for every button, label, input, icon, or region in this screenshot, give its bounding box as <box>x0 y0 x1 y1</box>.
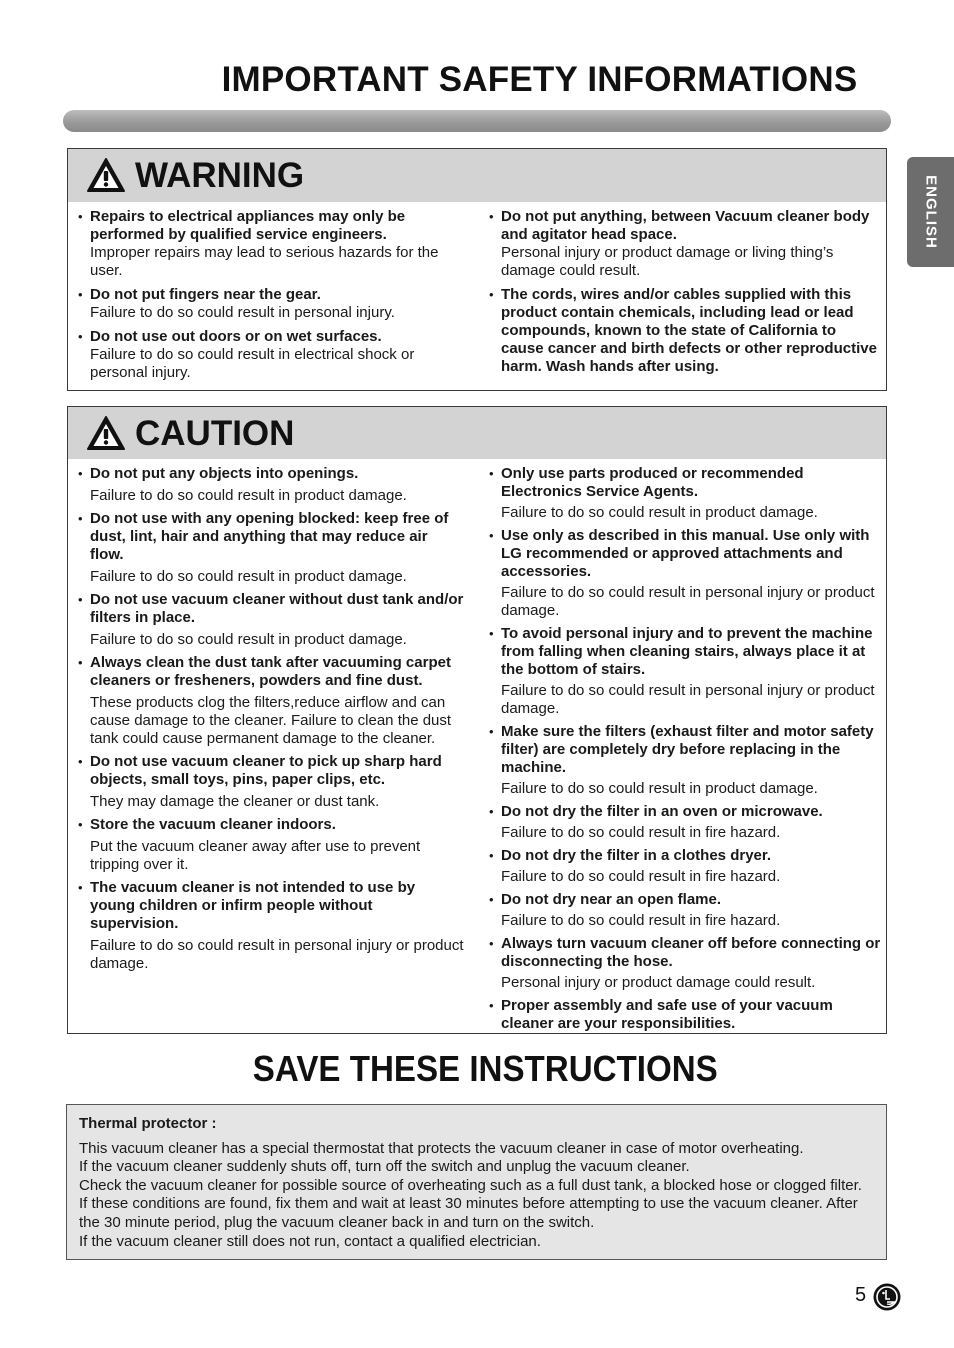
caution-header <box>68 407 886 459</box>
safety-item-title: • Do not use out doors or on wet surfaces. <box>90 328 382 345</box>
safety-item <box>78 328 448 382</box>
safety-item-title: • Always clean the dust tank after vacuuming carpet cleaners or fresheners, powders and fine dust. <box>90 654 451 689</box>
safety-item-description: Failure to do so could result in product damage. <box>90 487 407 504</box>
safety-item-description: Failure to do so could result in personal injury or product damage. <box>501 682 875 717</box>
safety-item-description: Failure to do so could result in fire hazard. <box>501 868 781 885</box>
safety-item-title: • Do not use with any opening blocked: keep free of dust, lint, hair and anything that may reduce air flow. <box>90 510 449 563</box>
safety-item <box>489 997 881 1033</box>
safety-item-title: • Do not use vacuum cleaner without dust tank and/or filters in place. <box>90 591 464 626</box>
thermal-protector-paragraph: If the vacuum cleaner still does not run, contact a qualified electrician. <box>79 1232 541 1250</box>
safety-item-description: They may damage the cleaner or dust tank. <box>90 793 380 810</box>
safety-item <box>489 527 881 620</box>
safety-item <box>489 465 881 522</box>
safety-item-title: • Store the vacuum cleaner indoors. <box>90 816 336 833</box>
warning-right-column <box>489 208 881 376</box>
save-instructions-title: SAVE THESE INSTRUCTIONS <box>252 1048 718 1089</box>
warning-section <box>67 148 887 391</box>
safety-item-description: Failure to do so could result in product damage. <box>90 631 407 648</box>
safety-item <box>78 816 464 874</box>
language-tab <box>907 157 954 267</box>
safety-item <box>489 803 881 842</box>
safety-item <box>78 591 464 649</box>
thermal-protector-title: Thermal protector : <box>79 1115 217 1132</box>
safety-item-title: • Do not dry the filter in an oven or microwave. <box>501 803 823 820</box>
title-divider-bar <box>63 110 891 132</box>
safety-item-title: • Do not dry the filter in a clothes dryer. <box>501 847 772 864</box>
safety-item-title: • Repairs to electrical appliances may only be performed by qualified service engineers. <box>90 208 406 243</box>
safety-item-description: Failure to do so could result in personal injury. <box>90 304 395 321</box>
safety-item-description: Failure to do so could result in personal injury or product damage. <box>501 584 875 619</box>
lg-logo-icon <box>873 1283 901 1311</box>
safety-item-title: • Do not put anything, between Vacuum cleaner body and agitator head space. <box>501 208 870 243</box>
warning-left-column <box>78 208 448 382</box>
safety-item <box>489 891 881 930</box>
safety-item-title: • Do not use vacuum cleaner to pick up sharp hard objects, small toys, pins, paper clips, etc. <box>90 753 442 788</box>
safety-item-description: Failure to do so could result in fire hazard. <box>501 912 781 929</box>
caution-left-column <box>78 465 464 973</box>
safety-item-title: • Do not dry near an open flame. <box>501 891 722 908</box>
caution-triangle-icon <box>86 415 126 451</box>
caution-section <box>67 406 887 1034</box>
safety-item-title: • The vacuum cleaner is not intended to use by young children or infirm people without supervision. <box>90 879 416 932</box>
caution-heading: CAUTION <box>135 414 295 453</box>
warning-triangle-icon <box>86 157 126 193</box>
language-tab-label: ENGLISH <box>922 175 939 249</box>
thermal-protector-paragraph: If the vacuum cleaner suddenly shuts off, turn off the switch and unplug the vacuum cleaner. <box>79 1158 690 1176</box>
safety-item-title: • To avoid personal injury and to prevent the machine from falling when cleaning stairs, always place it at the bottom of stairs. <box>501 625 873 678</box>
safety-item-title: • Only use parts produced or recommended Electronics Service Agents. <box>501 465 804 500</box>
thermal-protector-box <box>66 1104 887 1260</box>
safety-item-title: • Use only as described in this manual. Use only with LG recommended or approved attachments and accessories. <box>501 527 870 580</box>
page-number: 5 <box>855 1284 867 1306</box>
safety-item-description: Failure to do so could result in product damage. <box>90 568 407 585</box>
safety-item-description: Put the vacuum cleaner away after use to prevent tripping over it. <box>90 838 421 873</box>
thermal-protector-body <box>79 1140 874 1252</box>
warning-heading: WARNING <box>135 156 305 195</box>
warning-header <box>68 149 886 202</box>
safety-item <box>78 208 448 280</box>
safety-item-description: These products clog the filters,reduce airflow and can cause damage to the cleaner. Failure to clean the dust tank could cause permanent damage to the cleaner. <box>90 694 452 747</box>
caution-right-column <box>489 465 881 1033</box>
page-title: IMPORTANT SAFETY INFORMATIONS <box>221 60 858 99</box>
safety-item <box>78 654 464 748</box>
safety-item-title: • Always turn vacuum cleaner off before connecting or disconnecting the hose. <box>501 935 881 970</box>
safety-item-description: Failure to do so could result in product damage. <box>501 504 818 521</box>
safety-item-description: Improper repairs may lead to serious hazards for the user. <box>90 244 439 279</box>
safety-item-description: Failure to do so could result in fire hazard. <box>501 824 781 841</box>
safety-item-description: Failure to do so could result in electrical shock or personal injury. <box>90 346 415 381</box>
safety-item <box>489 625 881 718</box>
safety-item-title: • The cords, wires and/or cables supplied with this product contain chemicals, including lead or lead compounds, known to the state of California to cause cancer and birth defects or other reproductive harm. Wash hands after using. <box>501 286 877 375</box>
safety-item-title: • Do not put fingers near the gear. <box>90 286 321 303</box>
safety-item-title: • Make sure the filters (exhaust filter and motor safety filter) are completely dry before replacing in the machine. <box>501 723 874 776</box>
safety-item <box>489 286 881 376</box>
safety-item-description: Personal injury or product damage could result. <box>501 974 816 991</box>
thermal-protector-paragraph: Check the vacuum cleaner for possible source of overheating such as a full dust tank, a blocked hose or clogged filter. If these conditions are found, fix them and wait at least 30 minutes before attempting to use the vacuum cleaner. After the 30 minute period, plug the vacuum cleaner back in and turn on the switch. <box>79 1176 862 1231</box>
thermal-protector-paragraph: This vacuum cleaner has a special thermostat that protects the vacuum cleaner in case of motor overheating. <box>79 1139 804 1157</box>
safety-item <box>489 723 881 798</box>
safety-item <box>78 465 464 505</box>
safety-item-title: • Do not put any objects into openings. <box>90 465 359 482</box>
safety-item <box>489 935 881 992</box>
safety-item <box>78 753 464 811</box>
safety-item <box>78 286 448 322</box>
safety-item <box>78 510 464 586</box>
safety-item-description: Personal injury or product damage or living thing’s damage could result. <box>501 244 834 279</box>
safety-item <box>489 847 881 886</box>
safety-item <box>489 208 881 280</box>
safety-item <box>78 879 464 973</box>
safety-item-description: Failure to do so could result in product damage. <box>501 780 818 797</box>
safety-item-description: Failure to do so could result in personal injury or product damage. <box>90 937 464 972</box>
safety-item-title: • Proper assembly and safe use of your vacuum cleaner are your responsibilities. <box>501 997 833 1032</box>
